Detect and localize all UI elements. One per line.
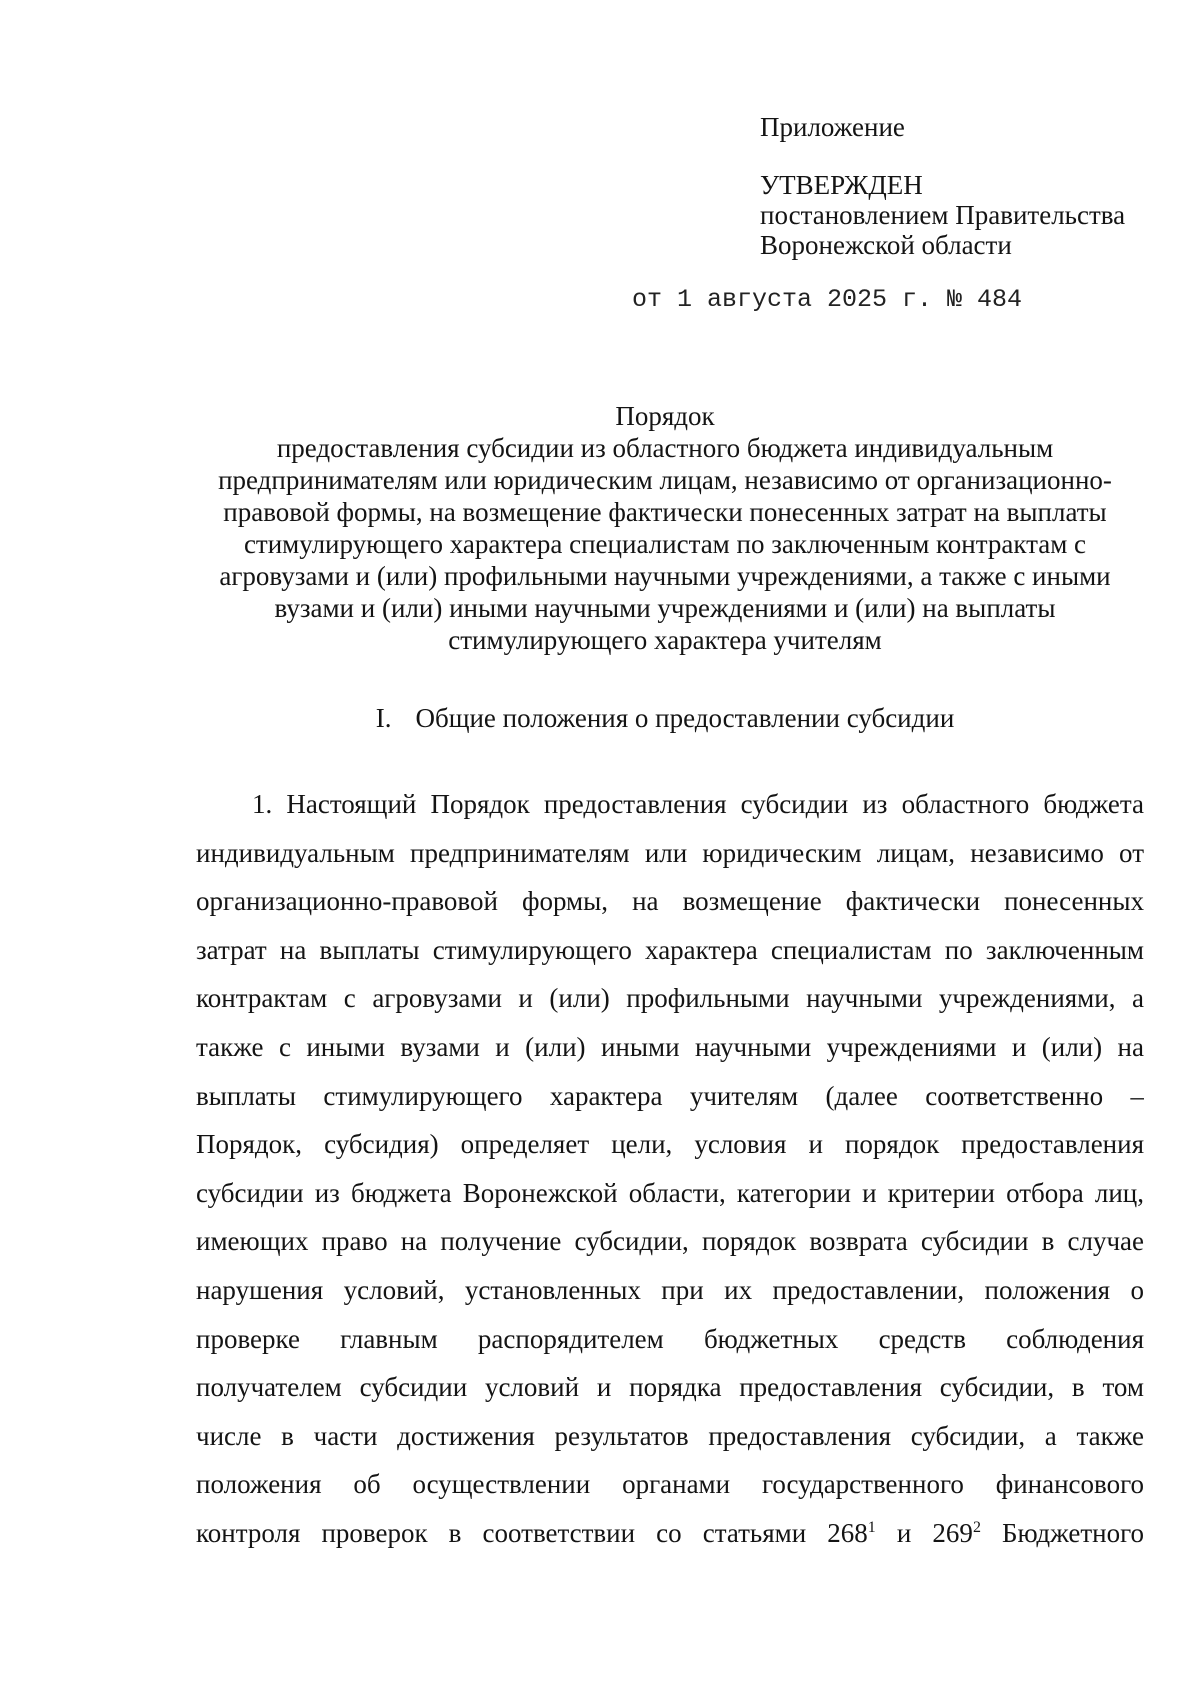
last-line-end: Бюджетного bbox=[980, 1517, 1144, 1548]
section-title: Общие положения о предоставлении субсидии bbox=[415, 703, 955, 733]
paragraph-line: субсидии из бюджета Воронежской области, категории и критерии отбора лиц, bbox=[196, 1177, 1144, 1208]
paragraph-line: организационно-правовой формы, на возмещение фактически понесенных bbox=[196, 886, 1144, 917]
paragraph-line: числе в части достижения результатов предоставления субсидии, а также bbox=[196, 1420, 1144, 1451]
paragraph-line: выплаты стимулирующего характера учителям (далее соответственно – bbox=[196, 1080, 1144, 1111]
decree-date-stamp: от 1 августа 2025 г. № 484 bbox=[632, 285, 1023, 314]
paragraph-line: проверке главным распорядителем бюджетных средств соблюдения bbox=[196, 1323, 1144, 1354]
paragraph-line: получателем субсидии условий и порядка предоставления субсидии, в том bbox=[196, 1372, 1144, 1403]
paragraph-last-line bbox=[196, 1509, 1144, 1558]
section-number: I. bbox=[375, 703, 392, 733]
superscript-1: 1 bbox=[867, 1518, 876, 1536]
title-line: стимулирующего характера учителям bbox=[448, 625, 882, 655]
last-line-start: контроля проверок в соответствии со статьями 268 bbox=[196, 1517, 868, 1548]
section-heading bbox=[150, 702, 1180, 734]
title-line: агровузами и (или) профильными научными учреждениями, а также с иными bbox=[219, 561, 1111, 591]
approval-block bbox=[760, 112, 1180, 260]
title-line: правовой формы, на возмещение фактически понесенных затрат на выплаты bbox=[223, 497, 1107, 527]
title-line: стимулирующего характера специалистам по заключенным контрактам с bbox=[243, 529, 1087, 559]
paragraph-1 bbox=[196, 780, 1144, 1558]
approved-label: УТВЕРЖДЕН bbox=[760, 170, 923, 200]
approval-line-2: Воронежской области bbox=[760, 230, 1012, 260]
paragraph-line: 1. Настоящий Порядок предоставления субсидии из областного бюджета bbox=[252, 789, 1144, 819]
paragraph-line: положения об осуществлении органами государственного финансового bbox=[196, 1469, 1144, 1500]
title-line: предпринимателям или юридическим лицам, независимо от организационно- bbox=[218, 465, 1112, 495]
paragraph-line: контрактам с агровузами и (или) профильными научными учреждениями, а bbox=[196, 983, 1144, 1014]
document-title: Порядок bbox=[615, 401, 715, 431]
paragraph-line: Порядок, субсидия) определяет цели, условия и порядок предоставления bbox=[196, 1129, 1144, 1160]
title-line: вузами и (или) иными научными учреждениями и (или) на выплаты bbox=[274, 593, 1056, 623]
document-title-block bbox=[150, 400, 1180, 656]
approval-line-1: постановлением Правительства bbox=[760, 200, 1126, 230]
title-line: предоставления субсидии из областного бюджета индивидуальным bbox=[276, 433, 1054, 463]
paragraph-line: имеющих право на получение субсидии, порядок возврата субсидии в случае bbox=[196, 1226, 1144, 1257]
paragraph-line: индивидуальным предпринимателям или юридическим лицам, независимо от bbox=[196, 837, 1144, 868]
paragraph-line: затрат на выплаты стимулирующего характера специалистам по заключенным bbox=[196, 934, 1144, 965]
last-line-middle: и 269 bbox=[875, 1517, 973, 1548]
paragraph-line: нарушения условий, установленных при их предоставлении, положения о bbox=[196, 1274, 1144, 1305]
paragraph-line: также с иными вузами и (или) иными научными учреждениями и (или) на bbox=[196, 1031, 1144, 1062]
superscript-2: 2 bbox=[972, 1518, 981, 1536]
appendix-label: Приложение bbox=[760, 112, 905, 142]
